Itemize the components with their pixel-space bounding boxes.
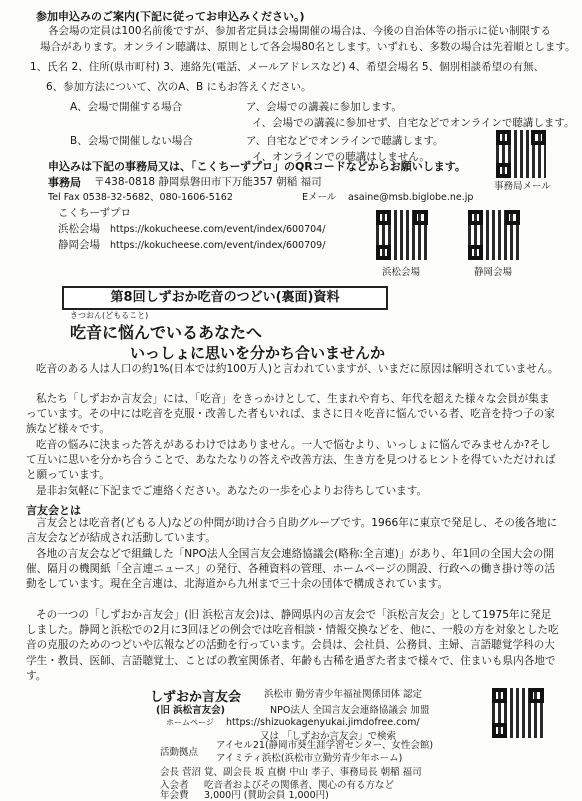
apply-instructions: 申込みは下記の事務局又は、「こくちーずプロ」のQRコードなどからお願いします。 — [48, 160, 466, 173]
about-heading: 言友会とは — [26, 504, 81, 517]
ruby-reading: きつおん(どもること) — [70, 311, 149, 320]
members: 吃音者およびその関係者、関心の有る方など — [204, 780, 395, 791]
option-a-label: A、会場で開催する場合 — [70, 101, 183, 113]
officers: 会長 菅沼 覚、副会長 坂 直樹 中山 孝子、事務局長 朝稲 福司 — [160, 767, 422, 778]
fee-label: 年会費 — [160, 790, 189, 801]
hamamatsu-label: 浜松会場 — [58, 223, 100, 235]
option-b-label: B、会場で開催しない場合 — [70, 135, 193, 147]
kokuchi-label: こくちーずプロ — [58, 207, 131, 219]
option-b-1: ア、自宅などでオンラインで聴講します。 — [246, 135, 444, 147]
hamamatsu-url[interactable]: https://kokucheese.com/event/index/600704/ — [110, 224, 326, 235]
capacity-line-2: 場合があります。オンライン聴講は、原則として各会場80名とします。いずれも、多数の場合は先着順とします。 — [40, 41, 576, 53]
intro-heading-1: 吃音に悩んでいるあなたへ — [70, 323, 263, 342]
base-1: アイセル21(静岡市葵生涯学習センター、女性会館) — [216, 740, 434, 751]
homepage-qr-code-icon[interactable] — [492, 688, 544, 738]
shizuoka-qr-code-icon[interactable] — [468, 210, 520, 260]
members-label: 入会者 — [160, 780, 189, 791]
shizuoka-label: 静岡会場 — [58, 239, 100, 251]
about-paragraph-3: その一つの「しずおか言友会」(旧 浜松言友会)は、静岡県内の言友会で「浜松言友会」として1975年に発足しました。静岡と浜松での2月に3回ほどの例会では吃音相談・情報交換などを、他に、一般の方を対象とした吃音の克服のためのつどいや広報などの活動を行っています。会員は、会社員、公務員、主婦、言語聴覚学科の大学生・教員、医師、言語聴覚士、ことばの教室関係者、年齢も古稀を過ぎた者まで様々で、住まいも県内各地です。 — [26, 609, 559, 682]
org-old-name: (旧 浜松言友会) — [156, 705, 225, 716]
office-email[interactable]: asaine@msb.biglobe.ne.jp — [348, 192, 474, 203]
intro-paragraph-4: 是非お気軽に下記までご連絡ください。あなたの一歩を心よりお待ちしています。 — [36, 485, 428, 497]
event-title-box — [62, 286, 388, 310]
office-address: 〒438-0818 静岡県磐田市下万能357 朝稲 福司 — [94, 176, 322, 188]
required-fields-2: 6、参加方法について、次のA、B にもお答えください。 — [46, 81, 312, 93]
office-label: 事務局 — [48, 176, 81, 189]
application-title: 参加申込みのご案内(下記に従ってお申込みください。) — [36, 10, 305, 23]
intro-paragraph-1: 吃音のある人は人口の約1%(日本では約100万人)と言われていますが、いまだに原因は解明されていません。 — [36, 363, 559, 375]
homepage-url[interactable]: https://shizuokagenyukai.jimdofree.com/ — [226, 717, 420, 728]
intro-paragraph-2: 私たち「しずおか言友会」には、「吃音」をきっかけとして、生まれや育ち、年代を超えた様々な会員が集まっています。その中には吃音を克服・改善した者もいれば、まさに日々吃音に悩んでいる者、吃音を持つ子の家族など様々です。 — [26, 393, 555, 436]
org-name: しずおか言友会 — [150, 690, 242, 705]
hamamatsu-qr-code-icon[interactable] — [376, 210, 428, 260]
hamamatsu-qr-label: 浜松会場 — [382, 267, 421, 278]
about-paragraph-2: 各地の言友会などで組織した「NPO法人全国言友会連絡協議会(略称:全言連)」があり、年1回の全国大会の開催、隔月の機関紙「全言連ニュース」の発行、各種資料の管理、ホームページの開設、行政への働き掛け等の活動をしています。現在全言連は、北海道から九州まで三十余の団体で構成されています。 — [26, 548, 555, 591]
org-npo: NPO法人 全国言友会連絡協議会 加盟 — [270, 705, 430, 716]
office-qr-code-icon[interactable] — [496, 130, 546, 178]
intro-heading-2: いっしょに思いを分かち合いませんか — [130, 344, 386, 362]
search-hint: 又は 「しずおか言友会」で検索 — [260, 731, 397, 742]
office-tel: Tel Fax 0538-32-5682、080-1606-5162 — [48, 192, 233, 203]
shizuoka-url[interactable]: https://kokucheese.com/event/index/600709/ — [110, 240, 326, 251]
email-label: Eメール — [302, 192, 337, 203]
required-fields: 1、氏名 2、住所(県市町村) 3、連絡先(電話、メールアドレスなど) 4、希望会場名 5、個別相談希望の有無、 — [30, 61, 545, 73]
shizuoka-qr-label: 静岡会場 — [474, 267, 513, 278]
option-a-1: ア、会場での講義に参加します。 — [246, 101, 402, 113]
base-2: アイミティ浜松(浜松市立勤労青少年ホーム) — [216, 753, 403, 764]
capacity-line-1: 各会場の定員は100名前後ですが、参加者定員は会場開催の場合は、今後の自治体等の指示に従い制限する — [48, 25, 552, 37]
office-qr-label: 事務局メール — [494, 181, 551, 192]
org-description: 浜松市 勤労青少年福祉関係団体 認定 — [264, 689, 423, 700]
base-label: 活動拠点 — [160, 747, 199, 758]
option-b-2: イ、オンラインでの聴講はしません。 — [252, 151, 430, 163]
intro-paragraph-3: 吃音の悩みに決まった答えがあるわけではありません。一人で悩むより、いっしょに悩んでみませんか?そして互いに思いを分かち合うことで、あなたなりの答えや改善方法、生き方を見つけるヒントを得ていただければと願っています。 — [26, 439, 556, 482]
about-paragraph-1: 言友会とは吃音者(どもる人)などの仲間が助け合う自助グループです。1966年に東京で発足し、その後各地に言友会などが結成され活動しています。 — [26, 517, 558, 545]
event-title: 第8回しずおか吃音のつどい(裏面)資料 — [110, 290, 340, 305]
option-a-2: イ、会場での講義に参加せず、自宅などでオンラインで聴講します。 — [252, 117, 575, 129]
homepage-label: ホームページ — [166, 718, 214, 727]
fee: 3,000円 (賛助会員 1,000円) — [204, 790, 329, 801]
